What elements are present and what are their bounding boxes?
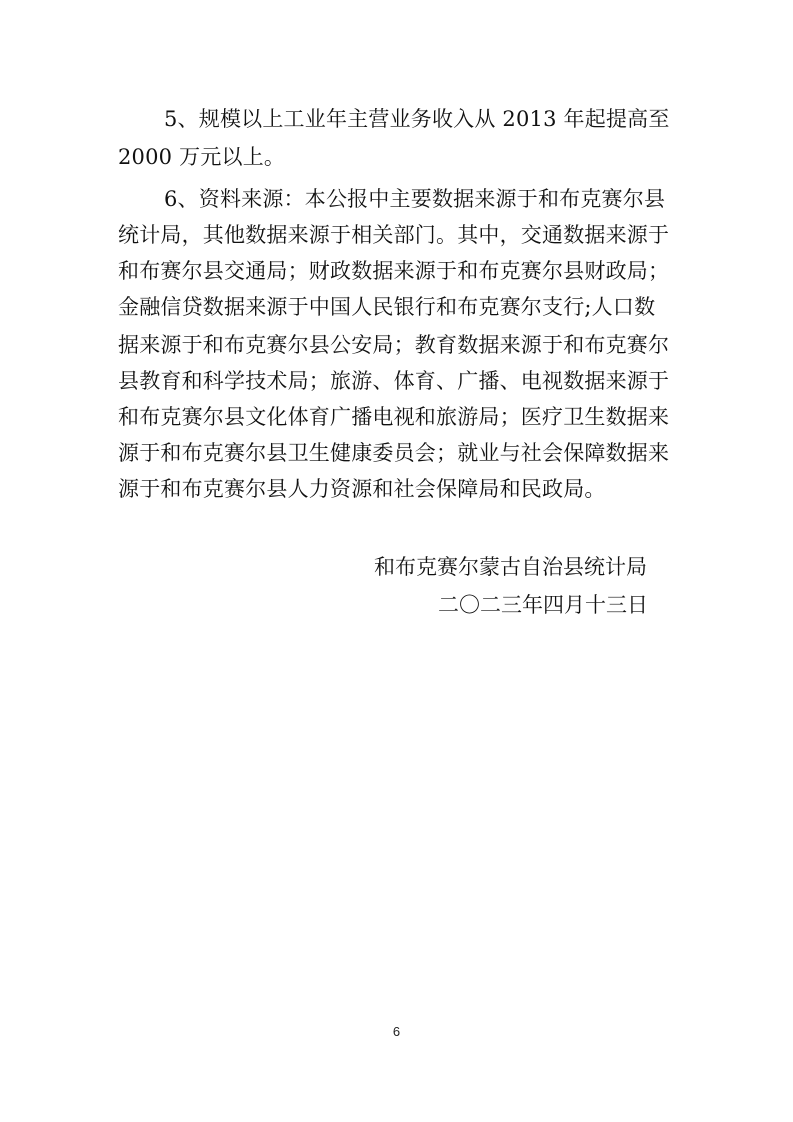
page-number: 6 <box>392 1024 401 1039</box>
note-6-line-7: 和布克赛尔县文化体育广播电视和旅游局；医疗卫生数据来 <box>118 405 670 429</box>
note-6-line-4: 金融信贷数据来源于中国人民银行和布克赛尔支行;人口数 <box>118 295 656 319</box>
note-6-line-6: 县教育和科学技术局；旅游、体育、广播、电视数据来源于 <box>118 369 670 393</box>
note-6-line-8: 源于和布克赛尔县卫生健康委员会；就业与社会保障数据来 <box>118 441 670 465</box>
note-6-line-2: 统计局，其他数据来源于相关部门。其中，交通数据来源于 <box>118 223 670 247</box>
note-6-line-3: 和布赛尔县交通局；财政数据来源于和布克赛尔县财政局； <box>118 259 670 283</box>
signature-organization: 和布克赛尔蒙古自治县统计局 <box>374 555 647 579</box>
note-5-line-1: 5、规模以上工业年主营业务收入从 2013 年起提高至 <box>164 107 670 131</box>
note-6-line-9: 源于和布克赛尔县人力资源和社会保障局和民政局。 <box>118 477 606 501</box>
note-5-line-2: 2000 万元以上。 <box>118 145 286 169</box>
note-6-line-5: 据来源于和布克赛尔县公安局；教育数据来源于和布克赛尔 <box>118 333 670 357</box>
note-6-line-1: 6、资料来源：本公报中主要数据来源于和布克赛尔县 <box>164 187 666 211</box>
signature-date: 二〇二三年四月十三日 <box>438 593 648 617</box>
